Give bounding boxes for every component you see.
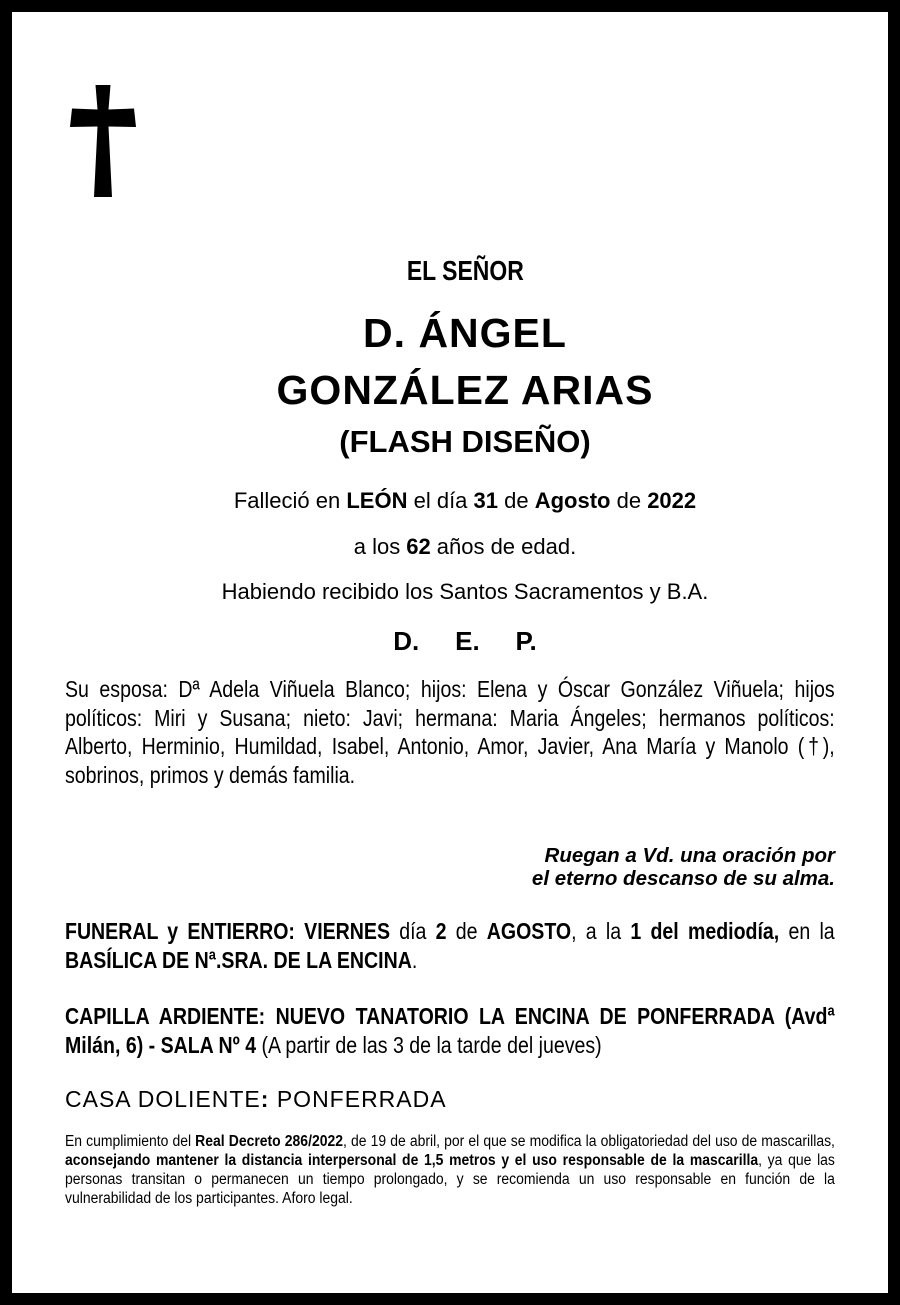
death-date-line: Falleció en LEÓN el día 31 de Agosto de 2022	[233, 488, 697, 513]
prayer-request	[312, 844, 835, 890]
deceased-alias: (FLASH DISEÑO)	[339, 424, 591, 459]
funeral-info-container	[65, 917, 835, 975]
mourning-house-info: CASA DOLIENTE: PONFERRADA	[65, 1086, 447, 1112]
prayer-line-1: Ruegan a Vd. una oración por	[544, 844, 835, 867]
wake-chapel-info: CAPILLA ARDIENTE: NUEVO TANATORIO LA ENCINA DE PONFERRADA (Avdª Milán, 6) - SALA Nº 4 (A partir de las 3 de la tarde del jueves)	[65, 1003, 835, 1058]
title-prefix-text: EL SEÑOR	[406, 255, 524, 286]
wake-chapel-info-container	[65, 1002, 835, 1060]
latin-cross-icon	[70, 85, 136, 197]
age-line: a los 62 años de edad.	[353, 534, 577, 559]
family-paragraph-container	[65, 675, 835, 789]
deceased-name-line1: D. ÁNGEL	[363, 310, 567, 356]
rest-in-peace-abbreviation: D. E. P.	[393, 626, 537, 656]
legal-notice: En cumplimiento del Real Decreto 286/2022, de 19 de abril, por el que se modifica la obligatoriedad del uso de mascarillas, aconsejando mantener la distancia interpersonal de 1,5 metros y el uso responsable de la mascarilla, ya que las personas transitan o permanecen un tiempo prolongado, y se recomienda un uso responsable en función de la vulnerabilidad de los participantes. Aforo legal.	[65, 1133, 835, 1207]
family-paragraph: Su esposa: Dª Adela Viñuela Blanco; hijos: Elena y Óscar González Viñuela; hijos políticos: Miri y Susana; nieto: Javi; hermana: Maria Ángeles; hermanos políticos: Alberto, Herminio, Humildad, Isabel, Antonio, Amor, Javier, Ana María y Manolo (†), sobrinos, primos y demás familia.	[65, 676, 835, 788]
title-prefix	[42, 256, 888, 287]
deceased-name-line2: GONZÁLEZ ARIAS	[276, 367, 654, 413]
prayer-line-2: el eterno descanso de su alma.	[531, 867, 835, 890]
legal-notice-container	[65, 1132, 835, 1208]
sacraments-line: Habiendo recibido los Santos Sacramentos y B.A.	[221, 579, 709, 604]
funeral-info: FUNERAL y ENTIERRO: VIERNES día 2 de AGOSTO, a la 1 del mediodía, en la BASÍLICA DE Nª.SRA. DE LA ENCINA.	[65, 918, 835, 973]
